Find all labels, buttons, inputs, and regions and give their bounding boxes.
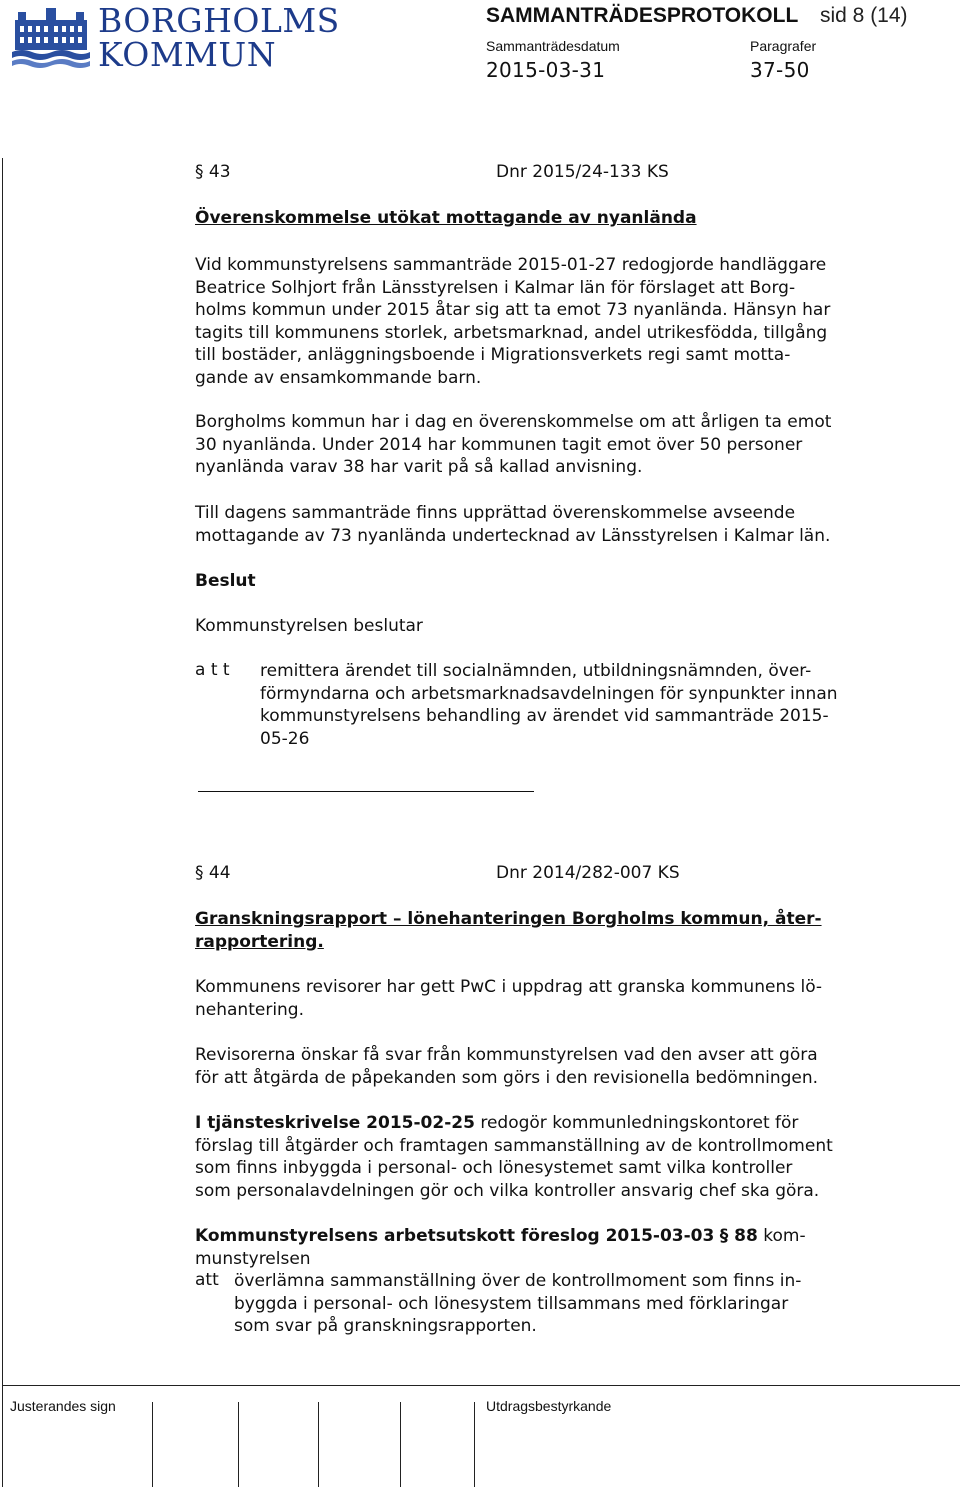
text-line: remittera ärendet till socialnämnden, utbildningsnämnden, över- [260,661,812,681]
section-44-paragraph-4 [195,1225,806,1270]
section-43-decision-text [260,660,838,750]
section-44-paragraph-2 [195,1044,818,1089]
text-line: överlämna sammanställning över de kontrollmoment som finns in- [234,1271,802,1291]
section-43-dnr: Dnr 2015/24-133 KS [496,162,669,182]
section-43-number-value: 43 [208,162,231,182]
text-line: Kommunens revisorer har gett PwC i uppdrag att granska kommunens lö- [195,977,823,997]
signature-box-divider [238,1402,239,1487]
text-line: som finns inbyggda i personal- och lönesystemet samt vilka kontroller [195,1158,793,1178]
logo-line-2: KOMMUN [98,35,277,74]
paragraphs-label: Paragrafer [750,38,817,54]
signature-box-divider [474,1402,475,1487]
castle-emblem-icon [12,6,90,72]
logo-wordmark [98,1,340,74]
att-label: att [195,1270,219,1290]
text-line: Vid kommunstyrelsens sammanträde 2015-01-27 redogjorde handläggare [195,255,827,275]
att-label: a t t [195,660,230,680]
text-span: redogör kommunledningskontoret för [474,1113,799,1133]
signature-box-divider [400,1402,401,1487]
document-title: SAMMANTRÄDESPROTOKOLL [486,4,799,27]
signature-box-divider [318,1402,319,1487]
section-44-decision-text [234,1270,801,1338]
extract-verification-label: Utdragsbestyrkande [486,1398,612,1414]
text-line: förmyndarna och arbetsmarknadsavdelningen för synpunkter innan [260,683,838,704]
logo-line-1: BORGHOLMS [98,1,340,40]
section-44-paragraph-1 [195,976,822,1021]
text-line: Till dagens sammanträde finns upprättad överenskommelse avseende [195,503,796,523]
text-line: holms kommun under 2015 åtar sig att ta emot 73 nyanlända. Hänsyn har [195,300,831,320]
section-separator [198,791,534,792]
decision-intro: Kommunstyrelsen beslutar [195,616,423,636]
text-line: 30 nyanlända. Under 2014 har kommunen tagit emot över 50 personer [195,434,803,455]
text-line: rapportering. [195,931,324,952]
municipality-logo [6,1,340,74]
signature-box-divider [152,1402,153,1487]
paragraphs-value: 37-50 [750,58,810,82]
text-line: som personalavdelningen gör och vilka kontroller ansvarig chef ska göra. [195,1180,820,1201]
text-line: tagits till kommunens storlek, arbetsmarknad, andel utrikesfödda, tillgång [195,322,828,343]
text-line [195,1112,833,1135]
text-line: Borgholms kommun har i dag en överenskommelse om att årligen ta emot [195,412,832,432]
committee-paragraph: 88 [734,1226,758,1246]
section-44-dnr: Dnr 2014/282-007 KS [496,863,680,883]
section-44-title [195,908,822,953]
section-44-number-value: 44 [208,863,231,883]
text-line: förslag till åtgärder och framtagen sammanställning av de kontrollmoment [195,1135,833,1156]
section-43-paragraph-2 [195,411,831,479]
text-line: gande av ensamkommande barn. [195,367,482,388]
text-line: till bostäder, anläggningsboende i Migrationsverkets regi samt motta- [195,345,791,365]
text-line: mottagande av 73 nyanlända undertecknad av Länsstyrelsen i Kalmar län. [195,525,831,546]
text-line: munstyrelsen [195,1248,311,1269]
committee-proposal: Kommunstyrelsens arbetsutskott föreslog 2015-03-03 [195,1226,715,1246]
page-indicator: sid 8 (14) [820,4,908,27]
section-43-number: § 43 [195,162,231,182]
footer-divider [2,1385,960,1386]
signature-label: Justerandes sign [10,1398,116,1414]
section-44-paragraph-3 [195,1112,833,1202]
text-line: nyanlända varav 38 har varit på så kallad anvisning. [195,457,643,477]
section-43-title: Överenskommelse utökat mottagande av nyanlända [195,208,697,228]
section-44-number: § 44 [195,863,231,883]
text-line: byggda i personal- och lönesystem tillsammans med förklaringar [234,1293,789,1314]
section-43-paragraph-3 [195,502,830,547]
text-line: som svar på granskningsrapporten. [234,1316,537,1336]
text-line: Kommunstyrelsens arbetsutskott föreslog 2015-03-03 § 88 kom- [195,1226,806,1246]
text-line: Granskningsrapport – lönehanteringen Borgholms kommun, åter- [195,909,822,929]
section-43-paragraph-1 [195,254,830,389]
text-line: kommunstyrelsens behandling av ärendet vid sammanträde 2015- [260,706,829,726]
decision-heading: Beslut [195,571,256,591]
meeting-date-value: 2015-03-31 [486,58,606,82]
memo-reference: I tjänsteskrivelse 2015-02-25 [195,1113,475,1133]
text-line: Revisorerna önskar få svar från kommunstyrelsen vad den avser att göra [195,1045,818,1065]
text-line: nehantering. [195,999,305,1020]
text-line: för att åtgärda de påpekanden som görs i den revisionella bedömningen. [195,1067,819,1088]
text-line: 05-26 [260,728,310,749]
meeting-date-label: Sammanträdesdatum [486,38,620,54]
margin-line [2,158,3,1487]
text-span: kom- [757,1226,806,1246]
text-line: Beatrice Solhjort från Länsstyrelsen i Kalmar län för förslaget att Borg- [195,277,796,298]
